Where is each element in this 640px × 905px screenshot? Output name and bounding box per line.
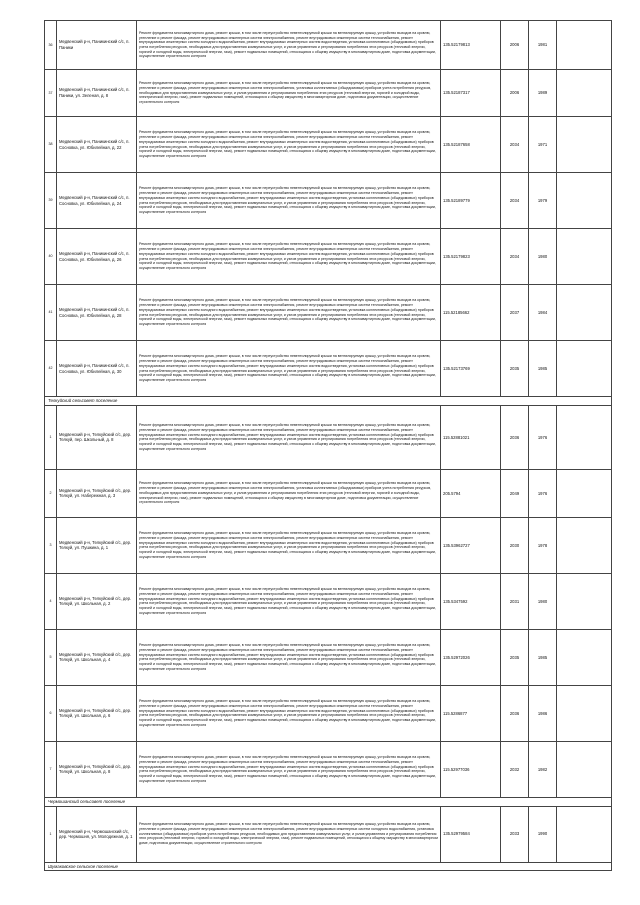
planned-year-cell: 2049 — [501, 469, 529, 517]
empty-cell — [557, 117, 612, 173]
planned-year-cell: 2034 — [501, 173, 529, 229]
empty-cell — [557, 341, 612, 397]
row-number-cell: 38 — [45, 117, 57, 173]
address-cell: Медвенский р-н, Паникинский с/с, п. Паники, ул. Зеленая, д. 8 — [57, 70, 137, 117]
works-list-cell: Ремонт фундамента многоквартирного дома, ремонт крыши, в том числе переустройство невентилируемой крыши на вентилируемую крышу, устройство выходов на кровлю, утепление и ремонт фасада, ремонт внутридомовых инженерных систем электроснабжения, ремонт внутридомовых инженерных систем теплоснабжения, ремонт внутридомовых инженерных систем холодного водоснабжения, ремонт внутридомовых инженерных систем водоотведения, установка коллективных (общедомовых) приборов учета потребления ресурсов, необходимых для предоставления коммунальных услуг, и узлов управления и регулирования потребления этих ресурсов (тепловой энергии, горячей и холодной воды, электрической энергии, газа), ремонт подвальных помещений, относящихся к общему имуществу в многоквартирном доме, подготовка документации, осуществление строительного контроля — [137, 285, 441, 341]
cadastral-number-cell: 115.52881021 — [441, 405, 501, 469]
empty-cell — [557, 741, 612, 797]
works-list-cell: Ремонт фундамента многоквартирного дома, ремонт крыши, в том числе переустройство невентилируемой крыши на вентилируемую крышу, устройство выходов на кровлю, утепление и ремонт фасада, ремонт внутридомовых инженерных систем электроснабжения, ремонт внутридомовых инженерных систем теплоснабжения, ремонт внутридомовых инженерных систем холодного водоснабжения, ремонт внутридомовых инженерных систем водоотведения, установка коллективных (общедомовых) приборов учета потребления ресурсов, необходимых для предоставления коммунальных услуг, и узлов управления и регулирования потребления этих ресурсов (тепловой энергии, горячей и холодной воды, электрической энергии, газа), ремонт подвальных помещений, относящихся к общему имуществу в многоквартирном доме, подготовка документации, осуществление строительного контроля — [137, 229, 441, 285]
works-list-cell: Ремонт фундамента многоквартирного дома, ремонт крыши, в том числе переустройство невентилируемой крыши на вентилируемую крышу, устройство выходов на кровлю, утепление и ремонт фасада, ремонт внутридомовых инженерных систем электроснабжения, ремонт внутридомовых инженерных систем теплоснабжения, ремонт внутридомовых инженерных систем холодного водоснабжения, ремонт внутридомовых инженерных систем водоотведения, установка коллективных (общедомовых) приборов учета потребления ресурсов, необходимых для предоставления коммунальных услуг, и узлов управления и регулирования потребления этих ресурсов (тепловой энергии, горячей и холодной воды, электрической энергии, газа), ремонт подвальных помещений, относящихся к общему имуществу в многоквартирном доме, подготовка документации, осуществление строительного контроля — [137, 173, 441, 229]
empty-cell — [557, 629, 612, 685]
cadastral-number-cell: 205.5794 — [441, 469, 501, 517]
section-header-row — [45, 797, 612, 806]
cadastral-number-cell: 135.52979584 — [441, 806, 501, 862]
address-cell: Медвенский р-н, Паникинский с/с, п. Сосновка, ул. Юбилейная, д. 26 — [57, 229, 137, 285]
cadastral-number-cell: 135.52189779 — [441, 173, 501, 229]
table-row — [45, 741, 612, 797]
row-number-cell: 37 — [45, 70, 57, 117]
table-row — [45, 21, 612, 70]
section-title: Телкуйский сельсовет поселение — [45, 397, 612, 406]
address-cell: Медвенский р-н, Чермошанский с/с, дер. Чермошня, ул. Молодежная, д. 1 — [57, 806, 137, 862]
build-year-cell: 1980 — [529, 229, 557, 285]
row-number-cell: 40 — [45, 229, 57, 285]
cadastral-number-cell: 135.52173769 — [441, 341, 501, 397]
row-number-cell: 1 — [45, 806, 57, 862]
planned-year-cell: 2030 — [501, 517, 529, 573]
table-body — [45, 21, 612, 871]
row-number-cell: 7 — [45, 741, 57, 797]
works-list-cell: Ремонт фундамента многоквартирного дома, ремонт крыши, в том числе переустройство невентилируемой крыши на вентилируемую крышу, устройство выходов на кровлю, утепление и ремонт фасада, ремонт внутридомовых инженерных систем электроснабжения, ремонт внутридомовых инженерных систем теплоснабжения, ремонт внутридомовых инженерных систем холодного водоснабжения, ремонт внутридомовых инженерных систем водоотведения, установка коллективных (общедомовых) приборов учета потребления ресурсов, необходимых для предоставления коммунальных услуг, и узлов управления и регулирования потребления этих ресурсов (тепловой энергии, горячей и холодной воды, электрической энергии, газа), ремонт подвальных помещений, относящихся к общему имуществу в многоквартирном доме, подготовка документации, осуществление строительного контроля — [137, 685, 441, 741]
works-list-cell: Ремонт фундамента многоквартирного дома, ремонт крыши, в том числе переустройство невентилируемой крыши на вентилируемую крышу, устройство выходов на кровлю, утепление и ремонт фасада, ремонт внутридомовых инженерных систем электроснабжения, ремонт внутридомовых инженерных систем теплоснабжения, ремонт внутридомовых инженерных систем холодного водоснабжения, ремонт внутридомовых инженерных систем водоотведения, установка коллективных (общедомовых) приборов учета потребления ресурсов, необходимых для предоставления коммунальных услуг, и узлов управления и регулирования потребления этих ресурсов (тепловой энергии, горячей и холодной воды, электрической энергии, газа), ремонт подвальных помещений, относящихся к общему имуществу в многоквартирном доме, подготовка документации, осуществление строительного контроля — [137, 405, 441, 469]
cadastral-number-cell: 135.52187317 — [441, 70, 501, 117]
empty-cell — [557, 405, 612, 469]
build-year-cell: 1986 — [529, 685, 557, 741]
address-cell: Медвенский р-н, Телкуйский с/с, дер. Телкуй, ул. Школьная, д. 4 — [57, 629, 137, 685]
cadastral-number-cell: 135.5347592 — [441, 573, 501, 629]
build-year-cell: 1978 — [529, 517, 557, 573]
address-cell: Медвенский р-н, Телкуйский с/с, дер. Телкуй, ул. Школьная, д. 6 — [57, 685, 137, 741]
table-row — [45, 629, 612, 685]
row-number-cell: 36 — [45, 21, 57, 70]
row-number-cell: 41 — [45, 285, 57, 341]
address-cell: Медвенский р-н, Паникинский с/с, п. Сосновка, ул. Юбилейная, д. 30 — [57, 341, 137, 397]
works-list-cell: Ремонт фундамента многоквартирного дома, ремонт крыши, в том числе переустройство невентилируемой крыши на вентилируемую крышу, устройство выходов на кровлю, утепление и ремонт фасада, ремонт внутридомовых инженерных систем электроснабжения, ремонт внутридомовых инженерных систем теплоснабжения, ремонт внутридомовых инженерных систем холодного водоснабжения, ремонт внутридомовых инженерных систем водоотведения, установка коллективных (общедомовых) приборов учета потребления ресурсов, необходимых для предоставления коммунальных услуг, и узлов управления и регулирования потребления этих ресурсов (тепловой энергии, горячей и холодной воды, электрической энергии, газа), ремонт подвальных помещений, относящихся к общему имуществу в многоквартирном доме, подготовка документации, осуществление строительного контроля — [137, 517, 441, 573]
planned-year-cell: 2035 — [501, 629, 529, 685]
table-row — [45, 806, 612, 862]
empty-cell — [557, 285, 612, 341]
row-number-cell: 3 — [45, 517, 57, 573]
empty-cell — [557, 469, 612, 517]
address-cell: Медвенский р-н, Телкуйский с/с, дер. Телкуй, ул. Школьная, д. 8 — [57, 741, 137, 797]
table-row — [45, 341, 612, 397]
empty-cell — [557, 517, 612, 573]
planned-year-cell: 2006 — [501, 70, 529, 117]
works-list-cell: Ремонт фундамента многоквартирного дома, ремонт крыши, в том числе переустройство невентилируемой крыши на вентилируемую крышу, устройство выходов на кровлю, утепление и ремонт фасада, ремонт внутридомовых инженерных систем электроснабжения, установка коллективных (общедомовых) приборов учета потребления ресурсов, необходимых для предоставления коммунальных услуг, и узлов управления и регулирования потребления этих ресурсов (тепловой энергии, горячей и холодной воды, электрической энергии, газа), ремонт подвальных помещений, относящихся к общему имуществу в многоквартирном доме, подготовка документации, осуществление строительного контроля — [137, 469, 441, 517]
address-cell: Медвенский р-н, Телкуйский с/с, дер. Телкуй, ул. Школьная, д. 2 — [57, 573, 137, 629]
build-year-cell: 1976 — [529, 405, 557, 469]
planned-year-cell: 2032 — [501, 741, 529, 797]
row-number-cell: 42 — [45, 341, 57, 397]
build-year-cell: 1980 — [529, 573, 557, 629]
works-list-cell: Ремонт фундамента многоквартирного дома, ремонт крыши, в том числе переустройство невентилируемой крыши на вентилируемую крышу, устройство выходов на кровлю, утепление и ремонт фасада, ремонт внутридомовых инженерных систем электроснабжения, ремонт внутридомовых инженерных систем холодного водоснабжения, установка коллективных (общедомовых) приборов учета потребления ресурсов, необходимых для предоставления коммунальных услуг, и узлов управления и регулирования потребления этих ресурсов (тепловой энергии, горячей и холодной воды, электрической энергии, газа), ремонт подвальных помещений, относящихся к общему имуществу в многоквартирном доме, подготовка документации, осуществление строительного контроля — [137, 806, 441, 862]
empty-cell — [557, 21, 612, 70]
cadastral-number-cell: 135.53962727 — [441, 517, 501, 573]
build-year-cell: 1990 — [529, 806, 557, 862]
planned-year-cell: 2036 — [501, 685, 529, 741]
build-year-cell: 1985 — [529, 341, 557, 397]
address-cell: Медвенский р-н, Телкуйский с/с, дер. Телкуй, пер. Школьный, д. 8 — [57, 405, 137, 469]
planned-year-cell: 2035 — [501, 341, 529, 397]
address-cell: Медвенский р-н, Паникинский с/с, п. Сосновка, ул. Юбилейная, д. 24 — [57, 173, 137, 229]
build-year-cell: 1984 — [529, 285, 557, 341]
section-header-row — [45, 397, 612, 406]
row-number-cell: 5 — [45, 629, 57, 685]
section-title: Чермошанский сельсовет поселение — [45, 797, 612, 806]
address-cell: Медвенский р-н, Паникинский с/с, п. Сосновка, ул. Юбилейная, д. 22 — [57, 117, 137, 173]
table-row — [45, 229, 612, 285]
table-row — [45, 685, 612, 741]
build-year-cell: 1981 — [529, 21, 557, 70]
build-year-cell: 1971 — [529, 117, 557, 173]
capital-repair-table — [44, 20, 612, 871]
table-row — [45, 573, 612, 629]
empty-cell — [557, 70, 612, 117]
address-cell: Медвенский р-н, Паникинский с/с, п. Сосновка, ул. Юбилейная, д. 28 — [57, 285, 137, 341]
empty-cell — [557, 573, 612, 629]
build-year-cell: 1989 — [529, 70, 557, 117]
row-number-cell: 6 — [45, 685, 57, 741]
cadastral-number-cell: 135.52179813 — [441, 21, 501, 70]
build-year-cell: 1982 — [529, 741, 557, 797]
table-row — [45, 469, 612, 517]
planned-year-cell: 2031 — [501, 573, 529, 629]
cadastral-number-cell: 115.5286877 — [441, 685, 501, 741]
works-list-cell: Ремонт фундамента многоквартирного дома, ремонт крыши, в том числе переустройство невентилируемой крыши на вентилируемую крышу, устройство выходов на кровлю, утепление и ремонт фасада, ремонт внутридомовых инженерных систем электроснабжения, ремонт внутридомовых инженерных систем теплоснабжения, ремонт внутридомовых инженерных систем холодного водоснабжения, ремонт внутридомовых инженерных систем водоотведения, установка коллективных (общедомовых) приборов учета потребления ресурсов, необходимых для предоставления коммунальных услуг, и узлов управления и регулирования потребления этих ресурсов (тепловой энергии, горячей и холодной воды, электрической энергии, газа), ремонт подвальных помещений, относящихся к общему имуществу в многоквартирном доме, подготовка документации, осуществление строительного контроля — [137, 21, 441, 70]
works-list-cell: Ремонт фундамента многоквартирного дома, ремонт крыши, в том числе переустройство невентилируемой крыши на вентилируемую крышу, устройство выходов на кровлю, утепление и ремонт фасада, ремонт внутридомовых инженерных систем электроснабжения, ремонт внутридомовых инженерных систем теплоснабжения, ремонт внутридомовых инженерных систем холодного водоснабжения, ремонт внутридомовых инженерных систем водоотведения, установка коллективных (общедомовых) приборов учета потребления ресурсов, необходимых для предоставления коммунальных услуг, и узлов управления и регулирования потребления этих ресурсов (тепловой энергии, горячей и холодной воды, электрической энергии, газа), ремонт подвальных помещений, относящихся к общему имуществу в многоквартирном доме, подготовка документации, осуществление строительного контроля — [137, 341, 441, 397]
row-number-cell: 1 — [45, 405, 57, 469]
planned-year-cell: 2033 — [501, 806, 529, 862]
build-year-cell: 1985 — [529, 629, 557, 685]
row-number-cell: 39 — [45, 173, 57, 229]
address-cell: Медвенский р-н, Телкуйский с/с, дер. Телкуй, ул. Набережная, д. 3 — [57, 469, 137, 517]
table-row — [45, 117, 612, 173]
empty-cell — [557, 229, 612, 285]
build-year-cell: 1979 — [529, 173, 557, 229]
cadastral-number-cell: 135.52179823 — [441, 229, 501, 285]
cadastral-number-cell: 135.52187658 — [441, 117, 501, 173]
section-header-row — [45, 862, 612, 871]
empty-cell — [557, 685, 612, 741]
works-list-cell: Ремонт фундамента многоквартирного дома, ремонт крыши, в том числе переустройство невентилируемой крыши на вентилируемую крышу, устройство выходов на кровлю, утепление и ремонт фасада, ремонт внутридомовых инженерных систем электроснабжения, ремонт внутридомовых инженерных систем теплоснабжения, ремонт внутридомовых инженерных систем холодного водоснабжения, ремонт внутридомовых инженерных систем водоотведения, установка коллективных (общедомовых) приборов учета потребления ресурсов, необходимых для предоставления коммунальных услуг, и узлов управления и регулирования потребления этих ресурсов (тепловой энергии, горячей и холодной воды, электрической энергии, газа), ремонт подвальных помещений, относящихся к общему имуществу в многоквартирном доме, подготовка документации, осуществление строительного контроля — [137, 573, 441, 629]
planned-year-cell: 2036 — [501, 405, 529, 469]
table-row — [45, 173, 612, 229]
address-cell: Медвенский р-н, Телкуйский с/с, дер. Телкуй, ул. Пушкина, д. 1 — [57, 517, 137, 573]
cadastral-number-cell: 115.52977036 — [441, 741, 501, 797]
planned-year-cell: 2034 — [501, 117, 529, 173]
section-title: Шумаковское сельское поселение — [45, 862, 612, 871]
table-row — [45, 70, 612, 117]
empty-cell — [557, 173, 612, 229]
works-list-cell: Ремонт фундамента многоквартирного дома, ремонт крыши, в том числе переустройство невентилируемой крыши на вентилируемую крышу, устройство выходов на кровлю, утепление и ремонт фасада, ремонт внутридомовых инженерных систем электроснабжения, установка коллективных (общедомовых) приборов учета потребления ресурсов, необходимых для предоставления коммунальных услуг, и узлов управления и регулирования потребления этих ресурсов (тепловой энергии, горячей и холодной воды, электрической энергии, газа), ремонт подвальных помещений, относящихся к общему имуществу в многоквартирном доме, подготовка документации, осуществление строительного контроля — [137, 70, 441, 117]
row-number-cell: 2 — [45, 469, 57, 517]
works-list-cell: Ремонт фундамента многоквартирного дома, ремонт крыши, в том числе переустройство невентилируемой крыши на вентилируемую крышу, устройство выходов на кровлю, утепление и ремонт фасада, ремонт внутридомовых инженерных систем электроснабжения, ремонт внутридомовых инженерных систем теплоснабжения, ремонт внутридомовых инженерных систем холодного водоснабжения, ремонт внутридомовых инженерных систем водоотведения, установка коллективных (общедомовых) приборов учета потребления ресурсов, необходимых для предоставления коммунальных услуг, и узлов управления и регулирования потребления этих ресурсов (тепловой энергии, горячей и холодной воды, электрической энергии, газа), ремонт подвальных помещений, относящихся к общему имуществу в многоквартирном доме, подготовка документации, осуществление строительного контроля — [137, 117, 441, 173]
table-row — [45, 517, 612, 573]
table-row — [45, 405, 612, 469]
cadastral-number-cell: 135.52972026 — [441, 629, 501, 685]
planned-year-cell: 2037 — [501, 285, 529, 341]
table-row — [45, 285, 612, 341]
empty-cell — [557, 806, 612, 862]
address-cell: Медвенский р-н, Паникинский с/с, п. Паники — [57, 21, 137, 70]
row-number-cell: 4 — [45, 573, 57, 629]
build-year-cell: 1976 — [529, 469, 557, 517]
planned-year-cell: 2034 — [501, 229, 529, 285]
planned-year-cell: 2006 — [501, 21, 529, 70]
works-list-cell: Ремонт фундамента многоквартирного дома, ремонт крыши, в том числе переустройство невентилируемой крыши на вентилируемую крышу, устройство выходов на кровлю, утепление и ремонт фасада, ремонт внутридомовых инженерных систем электроснабжения, ремонт внутридомовых инженерных систем теплоснабжения, ремонт внутридомовых инженерных систем холодного водоснабжения, ремонт внутридомовых инженерных систем водоотведения, установка коллективных (общедомовых) приборов учета потребления ресурсов, необходимых для предоставления коммунальных услуг, и узлов управления и регулирования потребления этих ресурсов (тепловой энергии, горячей и холодной воды, электрической энергии, газа), ремонт подвальных помещений, относящихся к общему имуществу в многоквартирном доме, подготовка документации, осуществление строительного контроля — [137, 741, 441, 797]
works-list-cell: Ремонт фундамента многоквартирного дома, ремонт крыши, в том числе переустройство невентилируемой крыши на вентилируемую крышу, устройство выходов на кровлю, утепление и ремонт фасада, ремонт внутридомовых инженерных систем электроснабжения, ремонт внутридомовых инженерных систем теплоснабжения, ремонт внутридомовых инженерных систем холодного водоснабжения, ремонт внутридомовых инженерных систем водоотведения, установка коллективных (общедомовых) приборов учета потребления ресурсов, необходимых для предоставления коммунальных услуг, и узлов управления и регулирования потребления этих ресурсов (тепловой энергии, горячей и холодной воды, электрической энергии, газа), ремонт подвальных помещений, относящихся к общему имуществу в многоквартирном доме, подготовка документации, осуществление строительного контроля — [137, 629, 441, 685]
cadastral-number-cell: 115.52185662 — [441, 285, 501, 341]
